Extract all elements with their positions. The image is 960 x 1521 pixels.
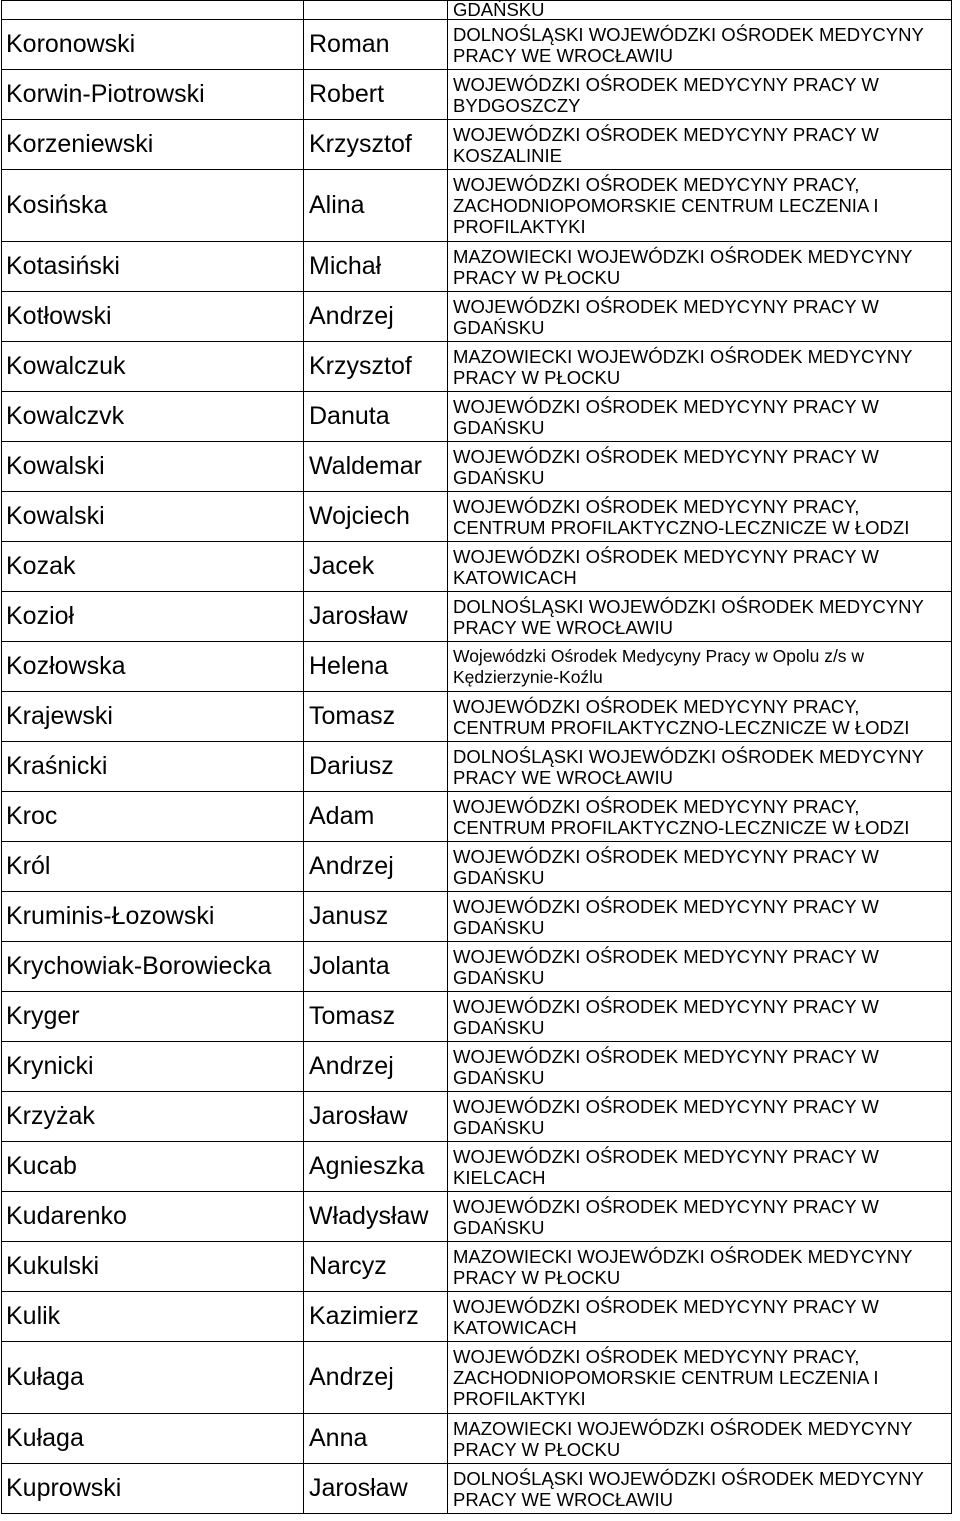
institution-cell: WOJEWÓDZKI OŚRODEK MEDYCYNY PRACY W GDAŃSKU bbox=[448, 392, 952, 442]
table-row bbox=[2, 792, 952, 842]
surname-cell: Kowalski bbox=[2, 442, 304, 492]
surname-cell: Kowalczvk bbox=[2, 392, 304, 442]
surname-cell: Król bbox=[2, 842, 304, 892]
institution-cell: WOJEWÓDZKI OŚRODEK MEDYCYNY PRACY W KATOWICACH bbox=[448, 542, 952, 592]
institution-cell: WOJEWÓDZKI OŚRODEK MEDYCYNY PRACY W GDAŃSKU bbox=[448, 842, 952, 892]
table-row bbox=[2, 120, 952, 170]
first-name-cell: Andrzej bbox=[304, 292, 448, 342]
first-name-cell: Adam bbox=[304, 792, 448, 842]
first-name-cell: Wojciech bbox=[304, 492, 448, 542]
surname-cell: Kudarenko bbox=[2, 1192, 304, 1242]
first-name-cell: Tomasz bbox=[304, 992, 448, 1042]
surname-cell: Kotłowski bbox=[2, 292, 304, 342]
first-name-cell: Janusz bbox=[304, 892, 448, 942]
institution-cell: DOLNOŚLĄSKI WOJEWÓDZKI OŚRODEK MEDYCYNY PRACY WE WROCŁAWIU bbox=[448, 592, 952, 642]
first-name-cell: Krzysztof bbox=[304, 120, 448, 170]
surname-cell: Kułaga bbox=[2, 1342, 304, 1414]
surname-cell: Krychowiak-Borowiecka bbox=[2, 942, 304, 992]
table-row bbox=[2, 692, 952, 742]
table-row bbox=[2, 1192, 952, 1242]
first-name-cell: Kazimierz bbox=[304, 1292, 448, 1342]
table-row bbox=[2, 1092, 952, 1142]
table-row bbox=[2, 842, 952, 892]
first-name-cell: Jolanta bbox=[304, 942, 448, 992]
institution-cell: WOJEWÓDZKI OŚRODEK MEDYCYNY PRACY, CENTRUM PROFILAKTYCZNO-LECZNICZE W ŁODZI bbox=[448, 492, 952, 542]
table-row bbox=[2, 1464, 952, 1514]
table-row bbox=[2, 592, 952, 642]
surname-cell: Korwin-Piotrowski bbox=[2, 70, 304, 120]
table-row bbox=[2, 492, 952, 542]
first-name-cell: Andrzej bbox=[304, 1342, 448, 1414]
table-row bbox=[2, 542, 952, 592]
surname-cell: Kuprowski bbox=[2, 1464, 304, 1514]
surname-cell: Korzeniewski bbox=[2, 120, 304, 170]
surname-cell: Kowalski bbox=[2, 492, 304, 542]
institution-cell: WOJEWÓDZKI OŚRODEK MEDYCYNY PRACY W GDAŃSKU bbox=[448, 892, 952, 942]
first-name-cell: Roman bbox=[304, 20, 448, 70]
institution-cell: DOLNOŚLĄSKI WOJEWÓDZKI OŚRODEK MEDYCYNY PRACY WE WROCŁAWIU bbox=[448, 1464, 952, 1514]
table-row-continuation bbox=[2, 1, 952, 20]
table-row bbox=[2, 342, 952, 392]
first-name-cell: Narcyz bbox=[304, 1242, 448, 1292]
institution-cell: WOJEWÓDZKI OŚRODEK MEDYCYNY PRACY W GDAŃSKU bbox=[448, 1192, 952, 1242]
surname-cell: Kukulski bbox=[2, 1242, 304, 1292]
surname-cell bbox=[2, 1, 304, 20]
table-row bbox=[2, 1042, 952, 1092]
table-row bbox=[2, 942, 952, 992]
first-name-cell: Jacek bbox=[304, 542, 448, 592]
table-row bbox=[2, 392, 952, 442]
first-name-cell: Krzysztof bbox=[304, 342, 448, 392]
institution-cell: WOJEWÓDZKI OŚRODEK MEDYCYNY PRACY W GDAŃSKU bbox=[448, 992, 952, 1042]
surname-cell: Kraśnicki bbox=[2, 742, 304, 792]
surname-cell: Krynicki bbox=[2, 1042, 304, 1092]
institution-cell: WOJEWÓDZKI OŚRODEK MEDYCYNY PRACY W BYDGOSZCZY bbox=[448, 70, 952, 120]
first-name-cell: Helena bbox=[304, 642, 448, 692]
table-row bbox=[2, 1292, 952, 1342]
first-name-cell: Waldemar bbox=[304, 442, 448, 492]
table-row bbox=[2, 992, 952, 1042]
surname-cell: Kozłowska bbox=[2, 642, 304, 692]
institution-cell: DOLNOŚLĄSKI WOJEWÓDZKI OŚRODEK MEDYCYNY PRACY WE WROCŁAWIU bbox=[448, 742, 952, 792]
institution-cell: MAZOWIECKI WOJEWÓDZKI OŚRODEK MEDYCYNY PRACY W PŁOCKU bbox=[448, 1242, 952, 1292]
institution-cell: WOJEWÓDZKI OŚRODEK MEDYCYNY PRACY, ZACHODNIOPOMORSKIE CENTRUM LECZENIA I PROFILAKTYKI bbox=[448, 1342, 952, 1414]
first-name-cell: Andrzej bbox=[304, 842, 448, 892]
table-row bbox=[2, 892, 952, 942]
table-row bbox=[2, 1242, 952, 1292]
surname-cell: Kosińska bbox=[2, 170, 304, 242]
surname-cell: Kozak bbox=[2, 542, 304, 592]
table-row bbox=[2, 292, 952, 342]
institution-cell: WOJEWÓDZKI OŚRODEK MEDYCYNY PRACY W KIELCACH bbox=[448, 1142, 952, 1192]
table-row bbox=[2, 1342, 952, 1414]
institution-cell: WOJEWÓDZKI OŚRODEK MEDYCYNY PRACY W GDAŃSKU bbox=[448, 1042, 952, 1092]
first-name-cell: Agnieszka bbox=[304, 1142, 448, 1192]
institution-cell: WOJEWÓDZKI OŚRODEK MEDYCYNY PRACY, ZACHODNIOPOMORSKIE CENTRUM LECZENIA I PROFILAKTYKI bbox=[448, 170, 952, 242]
physicians-table bbox=[1, 0, 952, 1514]
table-row bbox=[2, 242, 952, 292]
institution-cell: GDAŃSKU bbox=[448, 1, 952, 20]
institution-cell: Wojewódzki Ośrodek Medycyny Pracy w Opolu z/s w Kędzierzynie-Koźlu bbox=[448, 642, 952, 692]
institution-cell: WOJEWÓDZKI OŚRODEK MEDYCYNY PRACY W KOSZALINIE bbox=[448, 120, 952, 170]
institution-cell: WOJEWÓDZKI OŚRODEK MEDYCYNY PRACY, CENTRUM PROFILAKTYCZNO-LECZNICZE W ŁODZI bbox=[448, 792, 952, 842]
institution-cell: WOJEWÓDZKI OŚRODEK MEDYCYNY PRACY W GDAŃSKU bbox=[448, 292, 952, 342]
institution-cell: DOLNOŚLĄSKI WOJEWÓDZKI OŚRODEK MEDYCYNY PRACY WE WROCŁAWIU bbox=[448, 20, 952, 70]
surname-cell: Koronowski bbox=[2, 20, 304, 70]
surname-cell: Kotasiński bbox=[2, 242, 304, 292]
institution-cell: WOJEWÓDZKI OŚRODEK MEDYCYNY PRACY W KATOWICACH bbox=[448, 1292, 952, 1342]
table-row bbox=[2, 442, 952, 492]
table-row bbox=[2, 20, 952, 70]
table-row bbox=[2, 170, 952, 242]
first-name-cell: Jarosław bbox=[304, 1464, 448, 1514]
surname-cell: Krajewski bbox=[2, 692, 304, 742]
surname-cell: Kruminis-Łozowski bbox=[2, 892, 304, 942]
institution-cell: WOJEWÓDZKI OŚRODEK MEDYCYNY PRACY W GDAŃSKU bbox=[448, 442, 952, 492]
surname-cell: Kulik bbox=[2, 1292, 304, 1342]
table-row bbox=[2, 1142, 952, 1192]
surname-cell: Kucab bbox=[2, 1142, 304, 1192]
institution-cell: WOJEWÓDZKI OŚRODEK MEDYCYNY PRACY W GDAŃSKU bbox=[448, 942, 952, 992]
first-name-cell: Alina bbox=[304, 170, 448, 242]
surname-cell: Kułaga bbox=[2, 1414, 304, 1464]
first-name-cell: Jarosław bbox=[304, 1092, 448, 1142]
surname-cell: Kroc bbox=[2, 792, 304, 842]
table-row bbox=[2, 742, 952, 792]
table-row bbox=[2, 1414, 952, 1464]
table-row bbox=[2, 642, 952, 692]
first-name-cell: Anna bbox=[304, 1414, 448, 1464]
table-body bbox=[2, 1, 952, 1514]
institution-cell: MAZOWIECKI WOJEWÓDZKI OŚRODEK MEDYCYNY PRACY W PŁOCKU bbox=[448, 242, 952, 292]
first-name-cell bbox=[304, 1, 448, 20]
first-name-cell: Tomasz bbox=[304, 692, 448, 742]
first-name-cell: Danuta bbox=[304, 392, 448, 442]
institution-cell: MAZOWIECKI WOJEWÓDZKI OŚRODEK MEDYCYNY PRACY W PŁOCKU bbox=[448, 1414, 952, 1464]
first-name-cell: Andrzej bbox=[304, 1042, 448, 1092]
first-name-cell: Dariusz bbox=[304, 742, 448, 792]
first-name-cell: Michał bbox=[304, 242, 448, 292]
institution-cell: WOJEWÓDZKI OŚRODEK MEDYCYNY PRACY, CENTRUM PROFILAKTYCZNO-LECZNICZE W ŁODZI bbox=[448, 692, 952, 742]
first-name-cell: Władysław bbox=[304, 1192, 448, 1242]
surname-cell: Krzyżak bbox=[2, 1092, 304, 1142]
institution-cell: MAZOWIECKI WOJEWÓDZKI OŚRODEK MEDYCYNY PRACY W PŁOCKU bbox=[448, 342, 952, 392]
surname-cell: Kowalczuk bbox=[2, 342, 304, 392]
institution-cell: WOJEWÓDZKI OŚRODEK MEDYCYNY PRACY W GDAŃSKU bbox=[448, 1092, 952, 1142]
surname-cell: Kozioł bbox=[2, 592, 304, 642]
surname-cell: Kryger bbox=[2, 992, 304, 1042]
first-name-cell: Jarosław bbox=[304, 592, 448, 642]
table-row bbox=[2, 70, 952, 120]
first-name-cell: Robert bbox=[304, 70, 448, 120]
